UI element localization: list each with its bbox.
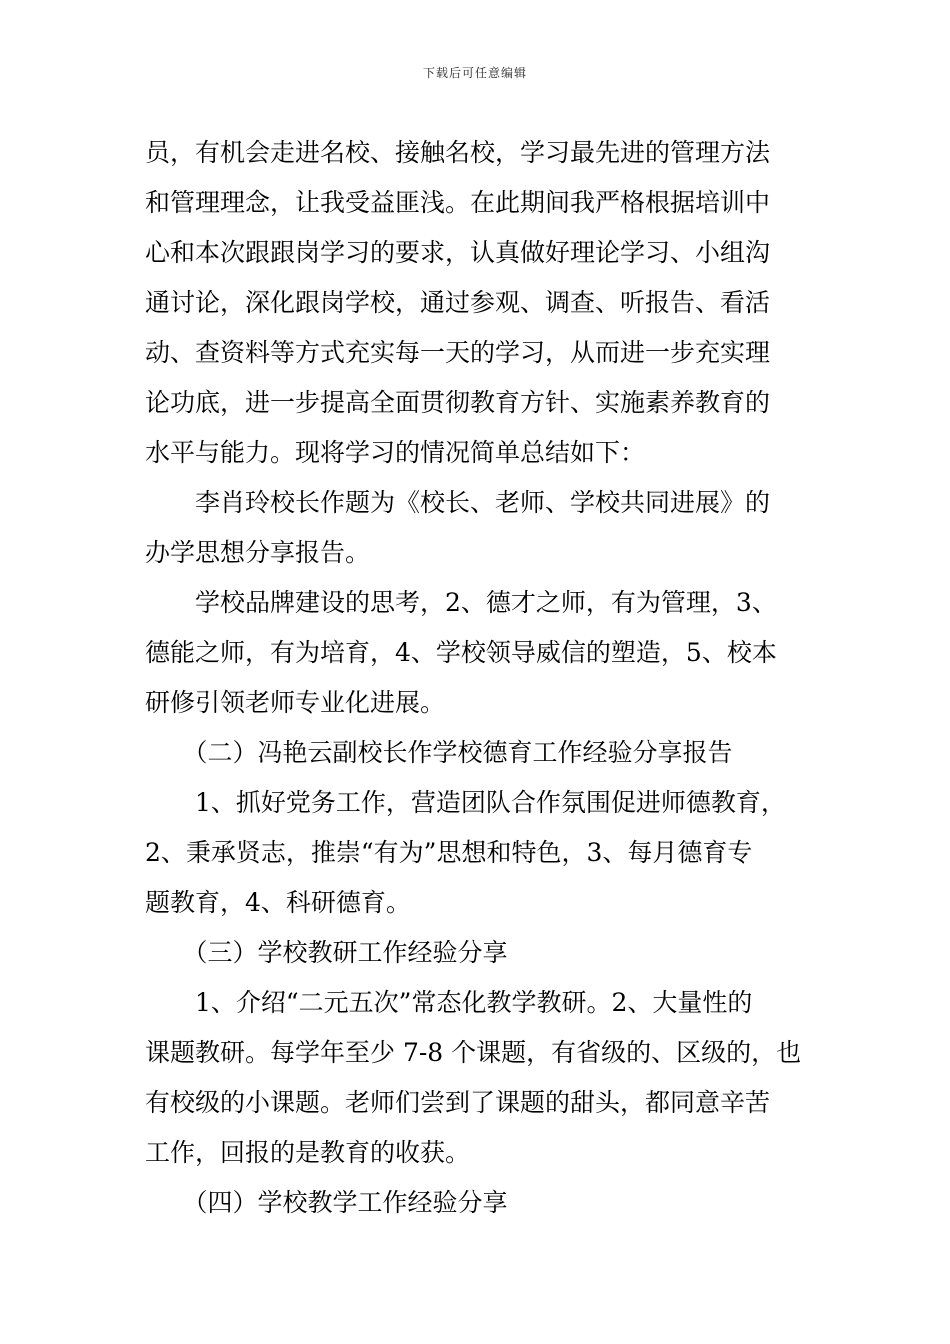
text-line: 研修引领老师专业化进展。 — [145, 688, 446, 717]
text-line: 题教育，4、科研德育。 — [145, 888, 411, 917]
text-line: 心和本次跟跟岗学习的要求，认真做好理论学习、小组沟 — [145, 238, 771, 267]
text-line: 学校品牌建设的思考，2、德才之师，有为管理，3、 — [195, 588, 777, 617]
text-line: 有校级的小课题。老师们尝到了课题的甜头，都同意辛苦 — [145, 1088, 771, 1117]
text-line: 论功底，进一步提高全面贯彻教育方针、实施素养教育的 — [145, 388, 771, 417]
text-line: 1、抓好党务工作，营造团队合作氛围促进师德教育， — [195, 788, 786, 817]
page-header: 下载后可任意编辑 — [422, 66, 527, 80]
text-line: 和管理理念，让我受益匪浅。在此期间我严格根据培训中 — [145, 188, 771, 217]
text-line: 工作，回报的是教育的收获。 — [145, 1138, 471, 1167]
text-line: 2、秉承贤志，推崇“有为”思想和特色，3、每月德育专 — [145, 838, 753, 867]
text-line: 水平与能力。现将学习的情况简单总结如下： — [145, 438, 646, 467]
text-line: 员，有机会走进名校、接触名校，学习最先进的管理方法 — [145, 138, 771, 167]
text-line: 动、查资料等方式充实每一天的学习，从而进一步充实理 — [145, 338, 771, 367]
text-line: （三）学校教研工作经验分享 — [182, 938, 508, 967]
text-line: 办学思想分享报告。 — [145, 538, 371, 567]
text-line: （二）冯艳云副校长作学校德育工作经验分享报告 — [182, 738, 733, 767]
text-line: 德能之师，有为培育，4、学校领导威信的塑造，5、校本 — [145, 638, 777, 667]
text-line: 李肖玲校长作题为《校长、老师、学校共同进展》的 — [195, 488, 771, 517]
text-line: 通讨论，深化跟岗学校，通过参观、调查、听报告、看活 — [145, 288, 771, 317]
document-body — [145, 128, 810, 1228]
text-line: 1、介绍“二元五次”常态化教学教研。2、大量性的 — [195, 988, 753, 1017]
text-line: （四）学校教学工作经验分享 — [182, 1188, 508, 1217]
text-line: 课题教研。每学年至少 7-8 个课题，有省级的、区级的，也 — [145, 1038, 802, 1067]
